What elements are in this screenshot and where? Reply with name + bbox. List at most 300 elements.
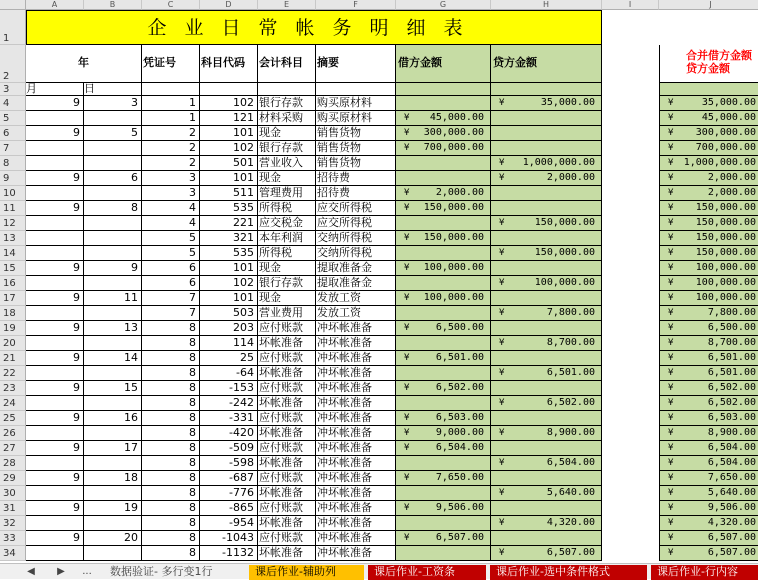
select-all-corner[interactable] bbox=[0, 0, 26, 10]
row-header[interactable]: 29 bbox=[0, 471, 26, 486]
table-cell[interactable]: 8 bbox=[142, 396, 200, 411]
table-cell[interactable]: 102 bbox=[200, 276, 258, 291]
table-cell[interactable]: -1132 bbox=[200, 546, 258, 561]
table-cell[interactable]: 8 bbox=[142, 321, 200, 336]
table-cell[interactable]: 5 bbox=[142, 246, 200, 261]
table-cell[interactable]: 冲坏帐准备 bbox=[316, 516, 396, 531]
cell[interactable] bbox=[396, 83, 491, 96]
table-cell[interactable]: 501 bbox=[200, 156, 258, 171]
table-cell[interactable]: 提取准备金 bbox=[316, 276, 396, 291]
amount-cell[interactable] bbox=[396, 531, 491, 546]
table-cell[interactable]: 5 bbox=[142, 231, 200, 246]
amount-cell[interactable] bbox=[491, 516, 602, 531]
table-cell[interactable]: 16 bbox=[84, 411, 142, 426]
table-cell[interactable]: 6 bbox=[84, 171, 142, 186]
table-cell[interactable]: 销售货物 bbox=[316, 156, 396, 171]
table-cell[interactable]: 14 bbox=[84, 351, 142, 366]
row-header[interactable]: 15 bbox=[0, 261, 26, 276]
table-cell[interactable]: -64 bbox=[200, 366, 258, 381]
table-cell[interactable]: 9 bbox=[26, 501, 84, 516]
table-cell[interactable] bbox=[26, 516, 84, 531]
column-header-d[interactable]: D bbox=[200, 0, 258, 10]
table-cell[interactable]: 招待费 bbox=[316, 186, 396, 201]
amount-cell[interactable] bbox=[396, 96, 491, 111]
column-header-h[interactable]: H bbox=[491, 0, 602, 10]
table-cell[interactable]: 13 bbox=[84, 321, 142, 336]
table-cell[interactable]: 20 bbox=[84, 531, 142, 546]
table-cell[interactable]: 102 bbox=[200, 96, 258, 111]
table-cell[interactable]: -331 bbox=[200, 411, 258, 426]
amount-cell[interactable] bbox=[396, 126, 491, 141]
table-cell[interactable] bbox=[26, 141, 84, 156]
table-cell[interactable] bbox=[84, 546, 142, 561]
table-cell[interactable] bbox=[84, 186, 142, 201]
table-cell[interactable]: 8 bbox=[142, 516, 200, 531]
amount-cell[interactable] bbox=[491, 216, 602, 231]
sheet-title[interactable]: 企业日常帐务明细表 bbox=[26, 10, 602, 45]
amount-cell[interactable] bbox=[659, 111, 758, 126]
sheet-tab[interactable]: 课后作业-行内容 bbox=[651, 565, 758, 580]
row-header[interactable]: 31 bbox=[0, 501, 26, 516]
table-cell[interactable]: 9 bbox=[26, 381, 84, 396]
cell[interactable] bbox=[316, 83, 396, 96]
cell[interactable] bbox=[200, 83, 258, 96]
table-cell[interactable] bbox=[84, 336, 142, 351]
table-cell[interactable]: 4 bbox=[142, 201, 200, 216]
table-cell[interactable]: 9 bbox=[26, 261, 84, 276]
amount-cell[interactable] bbox=[491, 441, 602, 456]
table-cell[interactable]: 9 bbox=[26, 411, 84, 426]
table-cell[interactable]: 营业收入 bbox=[258, 156, 316, 171]
row-header[interactable]: 20 bbox=[0, 336, 26, 351]
table-cell[interactable] bbox=[26, 486, 84, 501]
table-cell[interactable]: 9 bbox=[26, 321, 84, 336]
table-cell[interactable]: 9 bbox=[26, 291, 84, 306]
amount-cell[interactable] bbox=[491, 471, 602, 486]
table-cell[interactable]: 8 bbox=[142, 546, 200, 561]
header-subject-code[interactable]: 科目代码 bbox=[200, 45, 258, 83]
amount-cell[interactable] bbox=[396, 441, 491, 456]
table-cell[interactable]: 冲坏帐准备 bbox=[316, 351, 396, 366]
table-cell[interactable]: 9 bbox=[26, 96, 84, 111]
table-cell[interactable]: 11 bbox=[84, 291, 142, 306]
sheet-tab[interactable]: 数据验证- 多行变1行 bbox=[110, 565, 213, 578]
table-cell[interactable]: -509 bbox=[200, 441, 258, 456]
amount-cell[interactable] bbox=[659, 411, 758, 426]
amount-cell[interactable] bbox=[491, 351, 602, 366]
row-header[interactable]: 18 bbox=[0, 306, 26, 321]
table-cell[interactable]: 本年利润 bbox=[258, 231, 316, 246]
row-header[interactable]: 19 bbox=[0, 321, 26, 336]
row-header[interactable]: 26 bbox=[0, 426, 26, 441]
table-cell[interactable]: 购买原材料 bbox=[316, 96, 396, 111]
amount-cell[interactable] bbox=[659, 381, 758, 396]
table-cell[interactable]: -687 bbox=[200, 471, 258, 486]
amount-cell[interactable] bbox=[491, 201, 602, 216]
amount-cell[interactable] bbox=[659, 126, 758, 141]
table-cell[interactable]: 银行存款 bbox=[258, 141, 316, 156]
row-header[interactable]: 22 bbox=[0, 366, 26, 381]
header-account[interactable]: 会计科目 bbox=[258, 45, 316, 83]
amount-cell[interactable] bbox=[396, 501, 491, 516]
amount-cell[interactable] bbox=[491, 186, 602, 201]
table-cell[interactable] bbox=[26, 396, 84, 411]
table-cell[interactable]: 18 bbox=[84, 471, 142, 486]
amount-cell[interactable] bbox=[396, 471, 491, 486]
table-cell[interactable]: 冲坏帐准备 bbox=[316, 411, 396, 426]
table-cell[interactable]: 8 bbox=[142, 501, 200, 516]
amount-cell[interactable] bbox=[659, 216, 758, 231]
row-header[interactable]: 28 bbox=[0, 456, 26, 471]
amount-cell[interactable] bbox=[491, 366, 602, 381]
table-cell[interactable]: 银行存款 bbox=[258, 96, 316, 111]
amount-cell[interactable] bbox=[491, 426, 602, 441]
row-header[interactable]: 6 bbox=[0, 126, 26, 141]
table-cell[interactable]: 应付账款 bbox=[258, 381, 316, 396]
table-cell[interactable]: 坏帐准备 bbox=[258, 426, 316, 441]
column-header-f[interactable]: F bbox=[316, 0, 396, 10]
cell[interactable] bbox=[491, 83, 602, 96]
row-header[interactable]: 30 bbox=[0, 486, 26, 501]
amount-cell[interactable] bbox=[491, 531, 602, 546]
table-cell[interactable]: 坏帐准备 bbox=[258, 456, 316, 471]
row-header[interactable]: 17 bbox=[0, 291, 26, 306]
table-cell[interactable]: 101 bbox=[200, 261, 258, 276]
table-cell[interactable]: 现金 bbox=[258, 291, 316, 306]
row-header[interactable]: 12 bbox=[0, 216, 26, 231]
table-cell[interactable]: 321 bbox=[200, 231, 258, 246]
table-cell[interactable]: 发放工资 bbox=[316, 291, 396, 306]
row-header[interactable]: 27 bbox=[0, 441, 26, 456]
row-header[interactable]: 3 bbox=[0, 83, 26, 96]
amount-cell[interactable] bbox=[491, 306, 602, 321]
table-cell[interactable]: 203 bbox=[200, 321, 258, 336]
table-cell[interactable]: 9 bbox=[26, 201, 84, 216]
table-cell[interactable]: 8 bbox=[142, 381, 200, 396]
row-header[interactable]: 8 bbox=[0, 156, 26, 171]
amount-cell[interactable] bbox=[396, 396, 491, 411]
amount-cell[interactable] bbox=[396, 516, 491, 531]
amount-cell[interactable] bbox=[659, 486, 758, 501]
column-header-g[interactable]: G bbox=[396, 0, 491, 10]
table-cell[interactable]: 交纳所得税 bbox=[316, 231, 396, 246]
amount-cell[interactable] bbox=[396, 321, 491, 336]
table-cell[interactable] bbox=[26, 366, 84, 381]
amount-cell[interactable] bbox=[396, 306, 491, 321]
table-cell[interactable]: 511 bbox=[200, 186, 258, 201]
table-cell[interactable]: 503 bbox=[200, 306, 258, 321]
amount-cell[interactable] bbox=[396, 411, 491, 426]
amount-cell[interactable] bbox=[396, 546, 491, 561]
amount-cell[interactable] bbox=[396, 156, 491, 171]
table-cell[interactable]: 8 bbox=[142, 426, 200, 441]
tab-scroll-left-icon[interactable]: ◀ bbox=[27, 566, 35, 577]
amount-cell[interactable] bbox=[659, 366, 758, 381]
table-cell[interactable]: 102 bbox=[200, 141, 258, 156]
amount-cell[interactable] bbox=[491, 456, 602, 471]
table-cell[interactable]: 9 bbox=[26, 531, 84, 546]
table-cell[interactable] bbox=[84, 426, 142, 441]
table-cell[interactable]: 坏帐准备 bbox=[258, 336, 316, 351]
table-cell[interactable]: 101 bbox=[200, 291, 258, 306]
table-cell[interactable]: 冲坏帐准备 bbox=[316, 366, 396, 381]
table-cell[interactable] bbox=[84, 486, 142, 501]
amount-cell[interactable] bbox=[396, 426, 491, 441]
table-cell[interactable]: 冲坏帐准备 bbox=[316, 336, 396, 351]
amount-cell[interactable] bbox=[659, 396, 758, 411]
row-header[interactable]: 25 bbox=[0, 411, 26, 426]
row-header[interactable]: 33 bbox=[0, 531, 26, 546]
table-cell[interactable]: 8 bbox=[142, 441, 200, 456]
table-cell[interactable]: 冲坏帐准备 bbox=[316, 456, 396, 471]
table-cell[interactable] bbox=[26, 186, 84, 201]
table-cell[interactable]: 应交所得税 bbox=[316, 201, 396, 216]
amount-cell[interactable] bbox=[659, 141, 758, 156]
table-cell[interactable]: 现金 bbox=[258, 171, 316, 186]
table-cell[interactable]: 19 bbox=[84, 501, 142, 516]
amount-cell[interactable] bbox=[659, 531, 758, 546]
row-header[interactable]: 9 bbox=[0, 171, 26, 186]
sheet-tab[interactable]: 课后作业-选中条件格式 bbox=[490, 565, 647, 580]
table-cell[interactable] bbox=[84, 156, 142, 171]
table-cell[interactable]: 交纳所得税 bbox=[316, 246, 396, 261]
table-cell[interactable]: 2 bbox=[142, 156, 200, 171]
table-cell[interactable]: -242 bbox=[200, 396, 258, 411]
table-cell[interactable]: 材料采购 bbox=[258, 111, 316, 126]
column-header-a[interactable]: A bbox=[26, 0, 84, 10]
table-cell[interactable] bbox=[26, 231, 84, 246]
amount-cell[interactable] bbox=[396, 246, 491, 261]
amount-cell[interactable] bbox=[659, 321, 758, 336]
table-cell[interactable]: 现金 bbox=[258, 126, 316, 141]
table-cell[interactable]: 招待费 bbox=[316, 171, 396, 186]
table-cell[interactable]: 9 bbox=[84, 261, 142, 276]
table-cell[interactable] bbox=[26, 111, 84, 126]
table-cell[interactable]: 8 bbox=[142, 351, 200, 366]
table-cell[interactable]: 应付账款 bbox=[258, 501, 316, 516]
amount-cell[interactable] bbox=[491, 126, 602, 141]
table-cell[interactable]: 银行存款 bbox=[258, 276, 316, 291]
table-cell[interactable]: -954 bbox=[200, 516, 258, 531]
amount-cell[interactable] bbox=[659, 156, 758, 171]
table-cell[interactable]: 8 bbox=[142, 531, 200, 546]
table-cell[interactable]: 101 bbox=[200, 171, 258, 186]
header-voucher[interactable]: 凭证号 bbox=[142, 45, 200, 83]
table-cell[interactable] bbox=[26, 306, 84, 321]
table-cell[interactable]: 9 bbox=[26, 471, 84, 486]
amount-cell[interactable] bbox=[659, 201, 758, 216]
table-cell[interactable]: 冲坏帐准备 bbox=[316, 471, 396, 486]
amount-cell[interactable] bbox=[659, 426, 758, 441]
table-cell[interactable]: 221 bbox=[200, 216, 258, 231]
amount-cell[interactable] bbox=[659, 546, 758, 561]
header-debit[interactable]: 借方金额 bbox=[396, 45, 491, 83]
amount-cell[interactable] bbox=[491, 276, 602, 291]
table-cell[interactable]: 坏帐准备 bbox=[258, 516, 316, 531]
table-cell[interactable]: 6 bbox=[142, 276, 200, 291]
column-header-j[interactable]: J bbox=[659, 0, 758, 10]
table-cell[interactable]: 8 bbox=[142, 366, 200, 381]
amount-cell[interactable] bbox=[659, 276, 758, 291]
table-cell[interactable] bbox=[84, 306, 142, 321]
table-cell[interactable]: 114 bbox=[200, 336, 258, 351]
table-cell[interactable]: 冲坏帐准备 bbox=[316, 501, 396, 516]
row-header[interactable]: 5 bbox=[0, 111, 26, 126]
row-header[interactable]: 2 bbox=[0, 45, 26, 83]
amount-cell[interactable] bbox=[491, 411, 602, 426]
table-cell[interactable] bbox=[84, 366, 142, 381]
table-cell[interactable]: 6 bbox=[142, 261, 200, 276]
amount-cell[interactable] bbox=[491, 321, 602, 336]
table-cell[interactable]: 8 bbox=[142, 336, 200, 351]
table-cell[interactable]: 2 bbox=[142, 141, 200, 156]
table-cell[interactable]: 应付账款 bbox=[258, 351, 316, 366]
header-summary[interactable]: 摘要 bbox=[316, 45, 396, 83]
table-cell[interactable] bbox=[26, 426, 84, 441]
amount-cell[interactable] bbox=[396, 336, 491, 351]
amount-cell[interactable] bbox=[396, 351, 491, 366]
table-cell[interactable]: 8 bbox=[142, 471, 200, 486]
table-cell[interactable]: 1 bbox=[142, 111, 200, 126]
table-cell[interactable]: 冲坏帐准备 bbox=[316, 546, 396, 561]
table-cell[interactable]: 销售货物 bbox=[316, 141, 396, 156]
cell[interactable] bbox=[142, 83, 200, 96]
table-cell[interactable]: 销售货物 bbox=[316, 126, 396, 141]
table-cell[interactable]: 4 bbox=[142, 216, 200, 231]
table-cell[interactable]: 2 bbox=[142, 126, 200, 141]
table-cell[interactable] bbox=[84, 231, 142, 246]
amount-cell[interactable] bbox=[659, 171, 758, 186]
row-header[interactable]: 1 bbox=[0, 10, 26, 45]
table-cell[interactable]: 现金 bbox=[258, 261, 316, 276]
table-cell[interactable] bbox=[26, 246, 84, 261]
row-header[interactable]: 4 bbox=[0, 96, 26, 111]
table-cell[interactable] bbox=[84, 396, 142, 411]
row-header[interactable]: 14 bbox=[0, 246, 26, 261]
table-cell[interactable]: 坏帐准备 bbox=[258, 366, 316, 381]
amount-cell[interactable] bbox=[659, 96, 758, 111]
table-cell[interactable]: -420 bbox=[200, 426, 258, 441]
table-cell[interactable] bbox=[26, 216, 84, 231]
table-cell[interactable]: -865 bbox=[200, 501, 258, 516]
amount-cell[interactable] bbox=[396, 216, 491, 231]
table-cell[interactable]: 535 bbox=[200, 246, 258, 261]
amount-cell[interactable] bbox=[659, 246, 758, 261]
amount-cell[interactable] bbox=[491, 111, 602, 126]
amount-cell[interactable] bbox=[396, 141, 491, 156]
table-cell[interactable]: 3 bbox=[142, 186, 200, 201]
row-header[interactable]: 24 bbox=[0, 396, 26, 411]
amount-cell[interactable] bbox=[659, 306, 758, 321]
table-cell[interactable]: 所得税 bbox=[258, 246, 316, 261]
table-cell[interactable]: 坏帐准备 bbox=[258, 486, 316, 501]
amount-cell[interactable] bbox=[396, 261, 491, 276]
row-header[interactable]: 10 bbox=[0, 186, 26, 201]
amount-cell[interactable] bbox=[659, 231, 758, 246]
amount-cell[interactable] bbox=[659, 186, 758, 201]
table-cell[interactable] bbox=[84, 111, 142, 126]
amount-cell[interactable] bbox=[396, 291, 491, 306]
table-cell[interactable]: 管理费用 bbox=[258, 186, 316, 201]
table-cell[interactable] bbox=[84, 141, 142, 156]
amount-cell[interactable] bbox=[396, 276, 491, 291]
table-cell[interactable]: 121 bbox=[200, 111, 258, 126]
table-cell[interactable]: 1 bbox=[142, 96, 200, 111]
column-header-e[interactable]: E bbox=[258, 0, 316, 10]
table-cell[interactable]: 应交所得税 bbox=[316, 216, 396, 231]
header-month[interactable]: 月 bbox=[26, 83, 84, 96]
table-cell[interactable]: 3 bbox=[142, 171, 200, 186]
amount-cell[interactable] bbox=[491, 381, 602, 396]
header-credit[interactable]: 贷方金额 bbox=[491, 45, 602, 83]
amount-cell[interactable] bbox=[659, 471, 758, 486]
table-cell[interactable]: 8 bbox=[142, 411, 200, 426]
table-cell[interactable] bbox=[84, 516, 142, 531]
table-cell[interactable]: 冲坏帐准备 bbox=[316, 321, 396, 336]
amount-cell[interactable] bbox=[659, 441, 758, 456]
table-cell[interactable]: 8 bbox=[142, 456, 200, 471]
cell[interactable] bbox=[258, 83, 316, 96]
table-cell[interactable] bbox=[84, 246, 142, 261]
amount-cell[interactable] bbox=[491, 141, 602, 156]
table-cell[interactable]: 坏帐准备 bbox=[258, 396, 316, 411]
table-cell[interactable]: 应付账款 bbox=[258, 441, 316, 456]
row-header[interactable]: 7 bbox=[0, 141, 26, 156]
table-cell[interactable]: 冲坏帐准备 bbox=[316, 426, 396, 441]
cell[interactable] bbox=[659, 83, 758, 96]
row-header[interactable]: 11 bbox=[0, 201, 26, 216]
table-cell[interactable]: 7 bbox=[142, 306, 200, 321]
table-cell[interactable]: 营业费用 bbox=[258, 306, 316, 321]
amount-cell[interactable] bbox=[491, 546, 602, 561]
tab-scroll-right-icon[interactable]: ▶ bbox=[57, 566, 65, 577]
header-merged[interactable]: 合并借方金额贷方金额 bbox=[659, 45, 758, 83]
amount-cell[interactable] bbox=[491, 171, 602, 186]
table-cell[interactable]: 购买原材料 bbox=[316, 111, 396, 126]
amount-cell[interactable] bbox=[491, 96, 602, 111]
table-cell[interactable] bbox=[26, 276, 84, 291]
amount-cell[interactable] bbox=[659, 336, 758, 351]
amount-cell[interactable] bbox=[396, 231, 491, 246]
table-cell[interactable]: 冲坏帐准备 bbox=[316, 381, 396, 396]
column-header-c[interactable]: C bbox=[142, 0, 200, 10]
row-header[interactable]: 32 bbox=[0, 516, 26, 531]
amount-cell[interactable] bbox=[491, 156, 602, 171]
amount-cell[interactable] bbox=[491, 231, 602, 246]
table-cell[interactable]: -1043 bbox=[200, 531, 258, 546]
table-cell[interactable]: -153 bbox=[200, 381, 258, 396]
amount-cell[interactable] bbox=[491, 501, 602, 516]
table-cell[interactable]: 应付账款 bbox=[258, 471, 316, 486]
amount-cell[interactable] bbox=[396, 486, 491, 501]
row-header[interactable]: 13 bbox=[0, 231, 26, 246]
table-cell[interactable]: 9 bbox=[26, 171, 84, 186]
amount-cell[interactable] bbox=[396, 366, 491, 381]
amount-cell[interactable] bbox=[659, 351, 758, 366]
table-cell[interactable]: 9 bbox=[26, 351, 84, 366]
table-cell[interactable] bbox=[26, 336, 84, 351]
table-cell[interactable] bbox=[84, 456, 142, 471]
row-header[interactable]: 34 bbox=[0, 546, 26, 561]
table-cell[interactable]: 应付账款 bbox=[258, 321, 316, 336]
table-cell[interactable]: 冲坏帐准备 bbox=[316, 486, 396, 501]
table-cell[interactable]: 9 bbox=[26, 441, 84, 456]
amount-cell[interactable] bbox=[491, 246, 602, 261]
table-cell[interactable] bbox=[84, 276, 142, 291]
row-header[interactable]: 16 bbox=[0, 276, 26, 291]
table-cell[interactable]: 17 bbox=[84, 441, 142, 456]
table-cell[interactable]: 发放工资 bbox=[316, 306, 396, 321]
